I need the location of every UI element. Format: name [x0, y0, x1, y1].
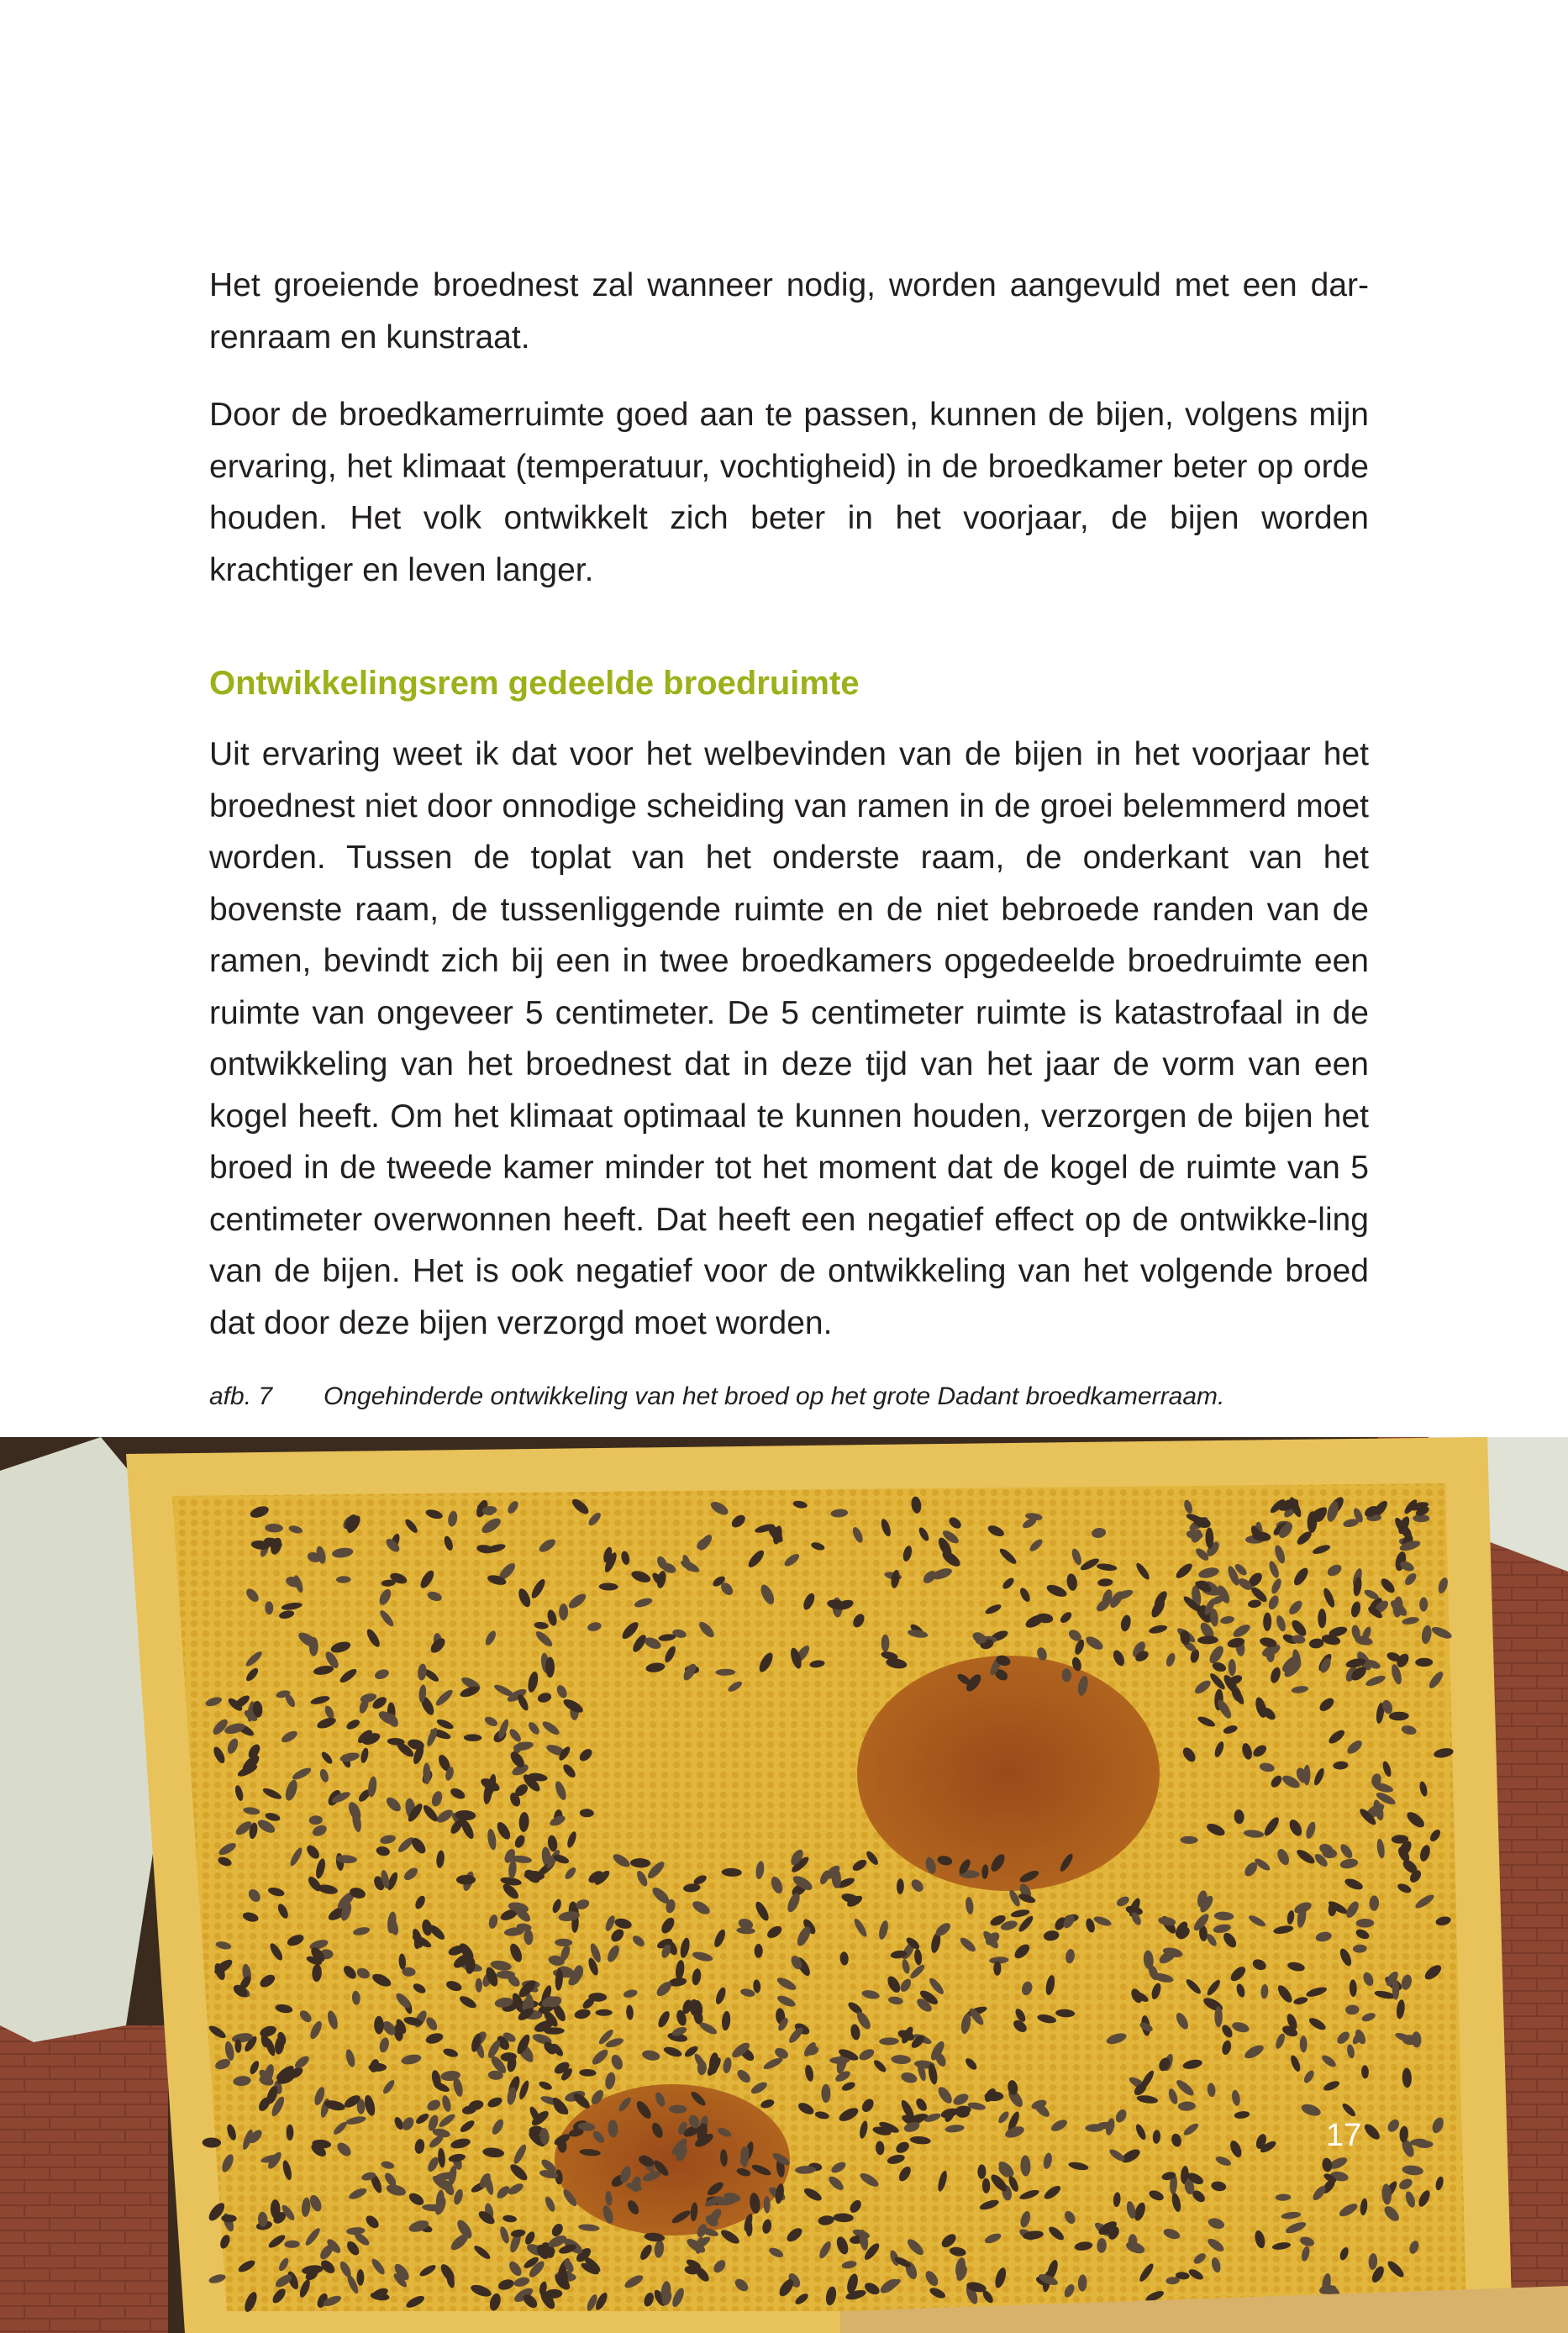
paragraph-1: Het groeiende broednest zal wanneer nodig, worden aangevuld met een dar-renraam en kunstraat.	[209, 267, 1369, 355]
bee	[369, 2063, 387, 2072]
bee	[1318, 1609, 1326, 1628]
bee	[881, 1635, 890, 1652]
bee	[1214, 2006, 1222, 2027]
paragraph-2: Door de broedkamerruimte goed aan te passen, kunnen de bijen, volgens mijn ervaring, het klimaat (temperatuur, vochtigheid) in de broedkamer beter op orde houden. Het volk ontwikkelt zich beter in het voorjaar, de bijen worden krachtiger en leven langer.	[209, 397, 1369, 588]
page-number: 17	[1326, 2118, 1362, 2153]
bee	[357, 2269, 365, 2286]
beehive-frame-photo	[0, 1437, 1568, 2333]
section-heading: Ontwikkelingsrem gedeelde broedruimte	[209, 665, 860, 702]
figure-label: afb. 7	[209, 1382, 273, 1410]
bee	[287, 2125, 294, 2141]
figure-caption-text: Ongehinderde ontwikkeling van het broed op het grote Dadant broedkamerraam.	[324, 1382, 1225, 1410]
figure-caption	[209, 1382, 1224, 1411]
bee	[545, 1657, 555, 1678]
section-body: Uit ervaring weet ik dat voor het welbevinden van de bijen in het voorjaar het broednest niet door onnodige scheiding van ramen in de groei belemmerd moet worden. Tussen de toplat van het onderste raam, de onderkant van het bovenste raam, de tussenliggende ruimte en de niet bebroede randen van de ramen, bevindt zich bij een in twee broedkamers opgedeelde broedruimte een ruimte van ongeveer 5 centimeter. De 5 centimeter ruimte is katastrofaal in de ontwikkeling van het broednest dat in deze tijd van het jaar de vorm van een kogel heeft. Om het klimaat optimaal te kunnen houden, verzorgen de bijen het broed in de tweede kamer minder tot het moment dat de kogel de ruimte van 5 centimeter overwonnen heeft. Dat heeft een negatief effect op de ontwikke-ling van de bijen. Het is ook negatief voor de ontwikkeling van het volgende broed dat door deze bijen verzorgd moet worden.	[209, 736, 1369, 1341]
bee	[456, 1875, 476, 1884]
bee	[821, 2084, 830, 2103]
bee	[985, 2092, 1004, 2102]
bee	[497, 1971, 515, 1979]
bee	[755, 1944, 763, 1958]
bee	[595, 2009, 612, 2016]
bee	[977, 2164, 986, 2178]
capped-brood	[857, 1656, 1160, 1891]
